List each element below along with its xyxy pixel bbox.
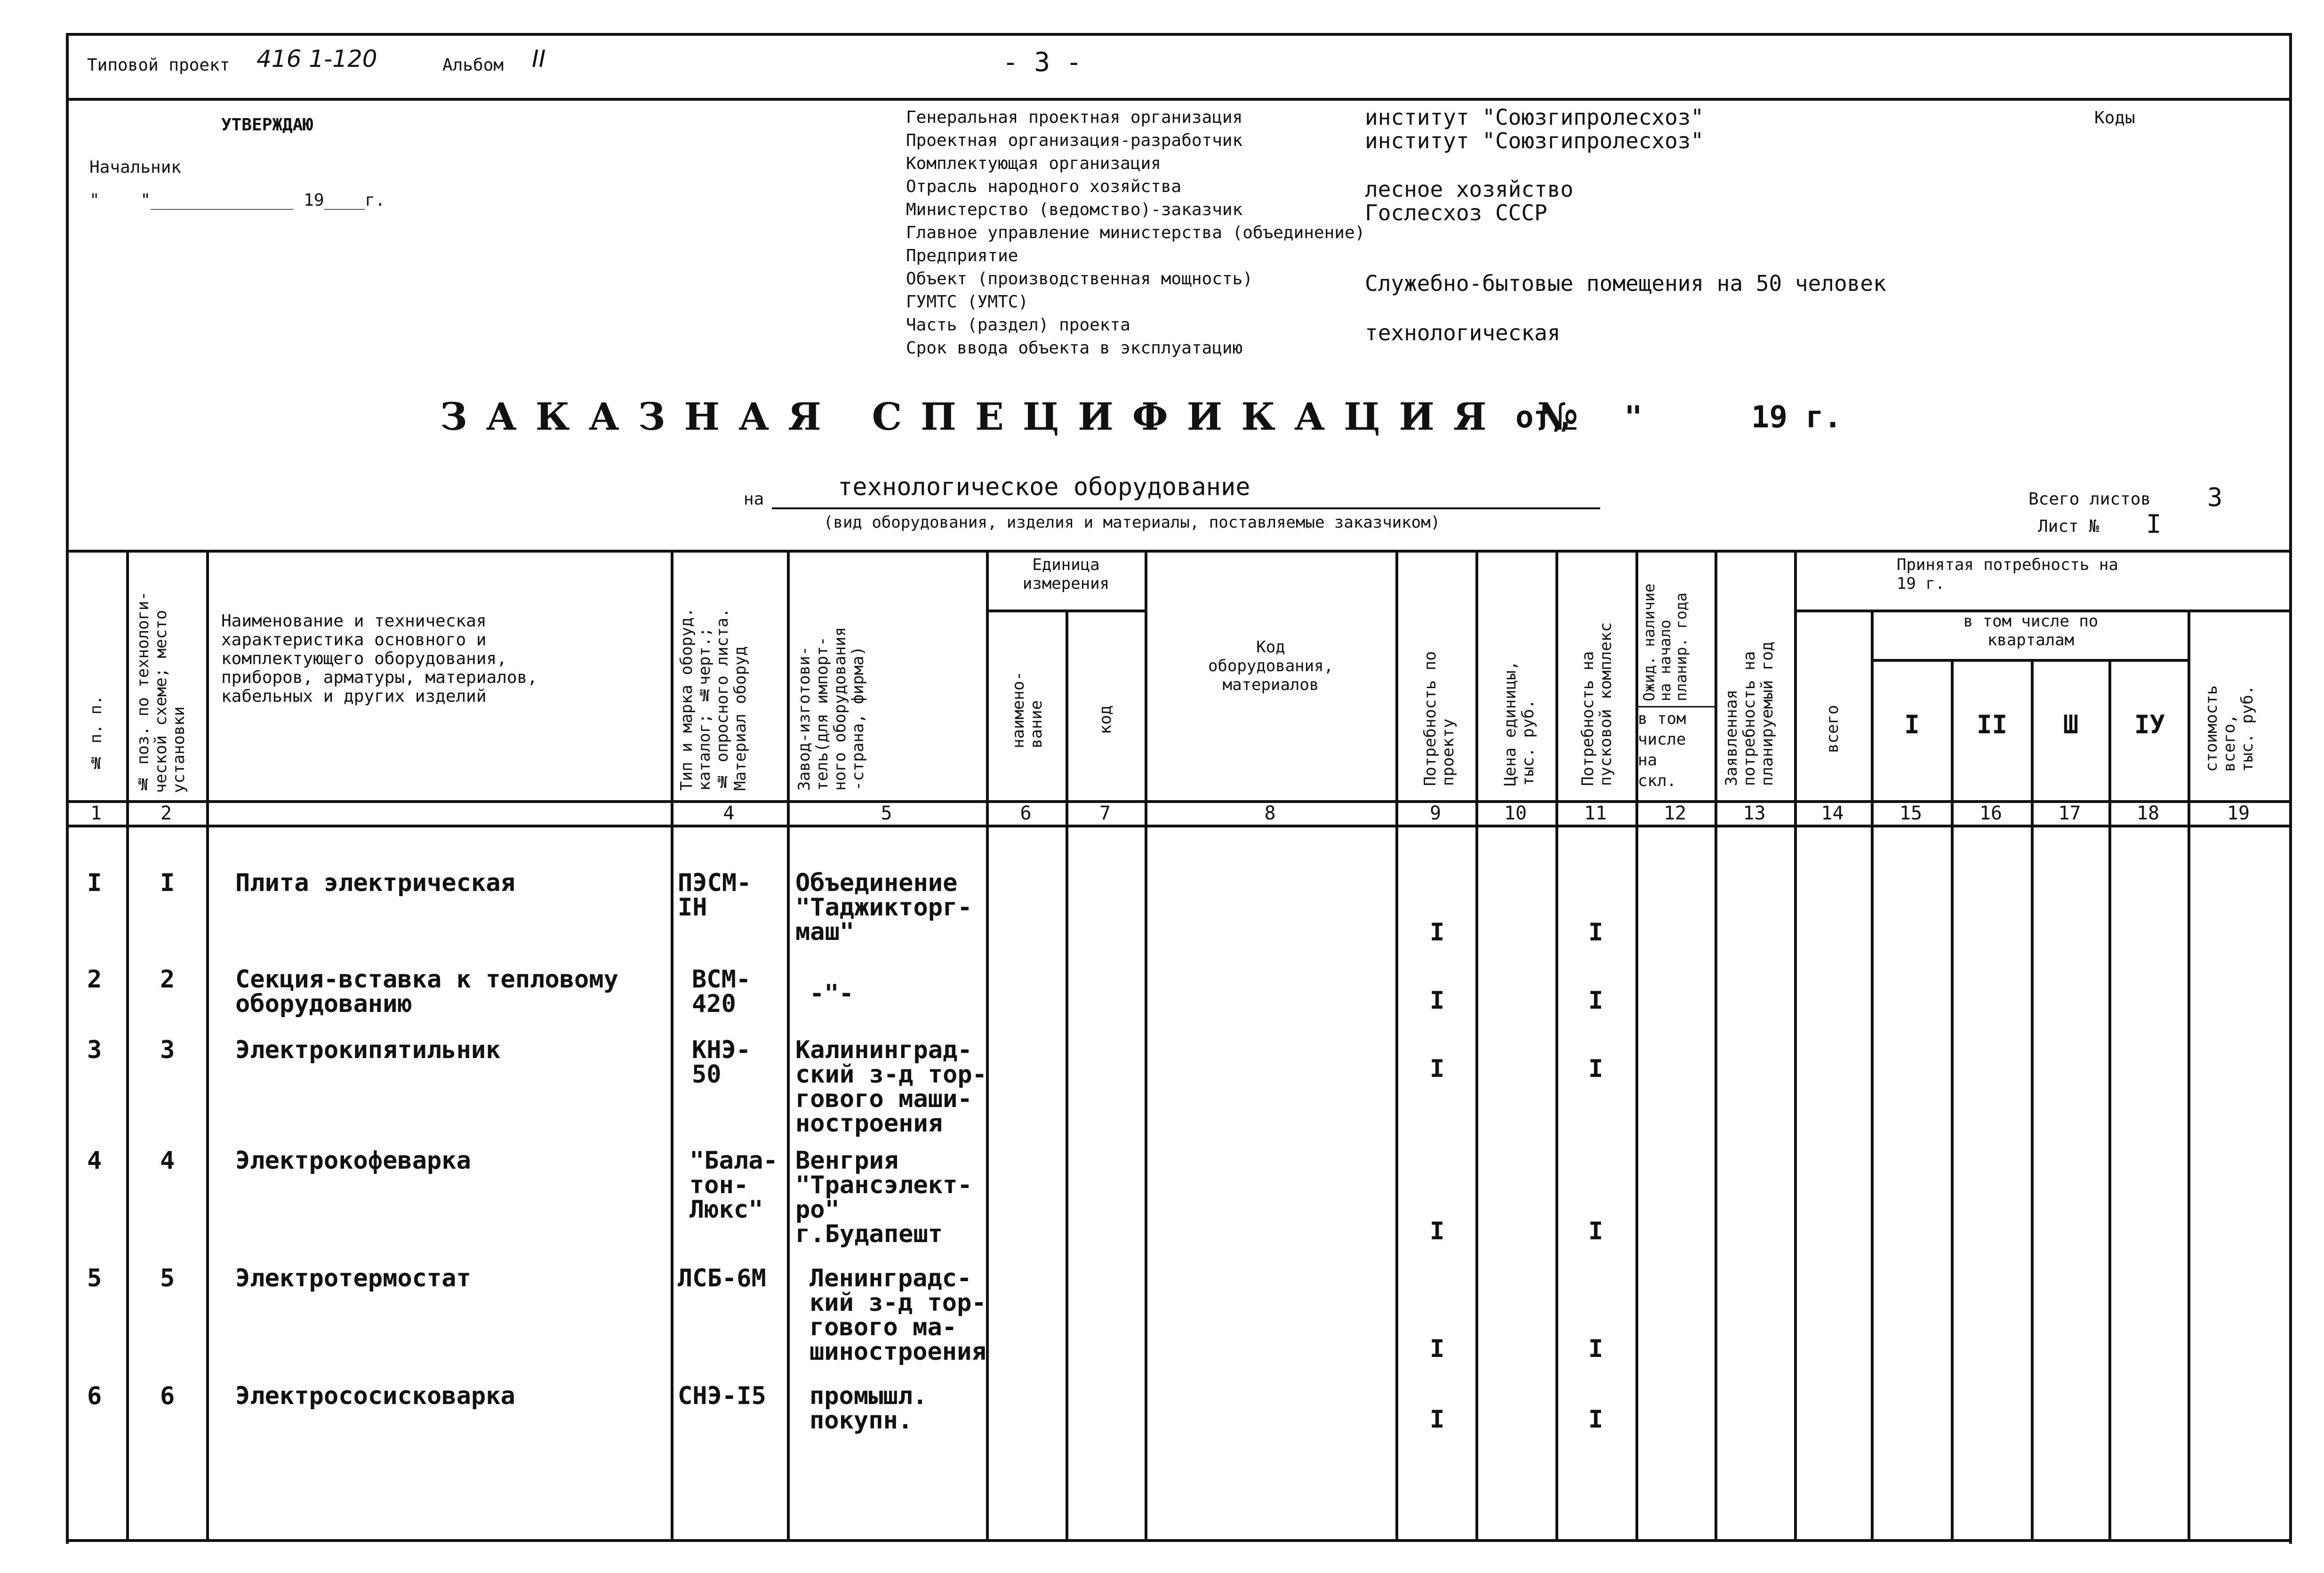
unit-rule — [986, 610, 1147, 612]
header-c3: Наименование и техническая характеристика основного и комплектующего оборудования, приборов, арматуры, материалов, кабельных и других изделий — [221, 611, 537, 706]
org-label: Отрасль народного хозяйства — [906, 177, 1182, 196]
header-c8: Код оборудования, материалов — [1208, 638, 1334, 694]
table-row-1-maker: Объединение "Таджикторг- маш" — [795, 869, 972, 946]
table-row-3-need: I — [1430, 1055, 1445, 1083]
org-general-value: институт "Союзгипролесхоз" — [1365, 104, 1704, 130]
sheet-number: I — [2146, 509, 2162, 539]
org-label: Проектная организация-разработчик — [906, 131, 1243, 150]
header-c13: Заявленная потребность на планируемый год — [1722, 641, 1777, 786]
project-label: Типовой проект — [87, 56, 230, 75]
table-row-4-pos: 4 — [160, 1147, 175, 1175]
table-row-3-pos: 3 — [160, 1036, 175, 1064]
table-row-2-need: I — [1430, 987, 1445, 1015]
col-number: 7 — [1099, 803, 1111, 824]
header-accepted: Принятая потребность на 19 г. — [1897, 555, 2118, 593]
table-row-5-maker: Ленинградс- кий з-д тор- гового ма- шиностроения — [809, 1264, 986, 1366]
org-label: Объект (производственная мощность) — [906, 269, 1253, 289]
table-row-6-start: I — [1588, 1405, 1603, 1434]
approve-date: " "______________ 19____г. — [89, 191, 385, 210]
col-number: 6 — [1020, 803, 1032, 824]
left-border — [66, 33, 69, 1544]
table-row-6-type: СНЭ-I5 — [678, 1382, 766, 1410]
table-row-2-pos: 2 — [160, 965, 175, 994]
org-developer-value: институт "Союзгипролесхоз" — [1365, 128, 1704, 153]
table-row-5-n: 5 — [87, 1264, 102, 1292]
table-row-6-name: Электрососисковарка — [235, 1382, 515, 1410]
col-number: 5 — [881, 803, 892, 824]
header-c10: Цена единицы, тыс. руб. — [1501, 660, 1538, 786]
col-number: 19 — [2227, 803, 2250, 824]
col-number: 8 — [1264, 803, 1276, 824]
table-row-4-n: 4 — [87, 1147, 102, 1175]
table-row-3-type: КНЭ- 50 — [692, 1036, 751, 1089]
table-row-2-start: I — [1588, 987, 1603, 1015]
sheets-total-value: 3 — [2207, 482, 2223, 512]
spec-type-note: (вид оборудования, изделия и материалы, поставляемые заказчиком) — [824, 513, 1441, 532]
table-row-2-n: 2 — [87, 965, 102, 994]
table-row-6-need: I — [1430, 1405, 1445, 1434]
table-row-1-type: ПЭСМ- IН — [678, 869, 752, 922]
org-label: Главное управление министерства (объединение) — [906, 223, 1365, 242]
spec-date: от„ " 19 г. — [1515, 400, 1842, 435]
spec-equipment-type: технологическое оборудование — [838, 473, 1250, 501]
table-row-4-name: Электрокофеварка — [235, 1147, 471, 1175]
col-line — [2031, 659, 2034, 1539]
spec-on-label: на — [744, 490, 764, 509]
header-c19: стоимость всего, тыс. руб. — [2202, 685, 2257, 772]
col-number: 16 — [1979, 803, 2003, 824]
table-row-6-maker: промышл. покупн. — [809, 1382, 928, 1435]
col-number: 1 — [90, 803, 102, 824]
org-label: Министерство (ведомство)-заказчик — [906, 200, 1243, 219]
col-number: 14 — [1821, 803, 1844, 824]
header-q2: II — [1976, 710, 2008, 739]
col-line — [787, 550, 790, 1539]
table-row-1-name: Плита электрическая — [235, 869, 515, 897]
table-row-4-need: I — [1430, 1217, 1445, 1245]
col-number: 9 — [1429, 803, 1442, 824]
org-object-value: Служебно-бытовые помещения на 50 человек — [1365, 271, 1886, 296]
table-row-2-type: ВСМ- 420 — [692, 965, 751, 1018]
album-number: II — [532, 45, 546, 72]
col-line — [1794, 550, 1797, 1539]
org-part-value: технологическая — [1365, 320, 1561, 345]
col-number: 10 — [1504, 803, 1527, 824]
top-border — [66, 33, 2292, 36]
col-line — [1145, 550, 1147, 1539]
table-row-1-n: I — [87, 869, 102, 897]
table-top-rule — [66, 550, 2292, 553]
quarters-rule — [1871, 659, 2190, 662]
header-quarters: в том числе по кварталам — [1963, 612, 2099, 650]
table-row-4-type: "Бала- тон- Люкс" — [689, 1147, 778, 1224]
table-row-5-name: Электротермостат — [235, 1264, 471, 1292]
table-row-6-n: 6 — [87, 1382, 102, 1410]
col-line — [1066, 610, 1068, 1539]
header-c12: Ожид. наличие на начало планир. года — [1640, 583, 1690, 701]
col-number: 15 — [1899, 803, 1923, 824]
header-q3: Ш — [2063, 710, 2079, 739]
header-q4: IУ — [2134, 710, 2165, 739]
table-row-4-start: I — [1588, 1217, 1603, 1245]
col-number: 4 — [723, 803, 735, 824]
org-label: ГУМТС (УМТС) — [906, 292, 1029, 312]
col-number-bottom-rule — [66, 825, 2292, 827]
header-c11: Потребность на пусковой комплекс — [1579, 622, 1615, 786]
header-q1: I — [1904, 710, 1920, 739]
codes-label: Коды — [2094, 108, 2135, 128]
org-ministry-value: Гослесхоз СССР — [1365, 200, 1547, 225]
col-line — [671, 550, 673, 1539]
header-c7: код — [1096, 705, 1115, 734]
col-number: 13 — [1743, 803, 1766, 824]
header-rule — [66, 98, 2292, 101]
spec-title: ЗАКАЗНАЯ СПЕЦИФИКАЦИЯ № — [440, 394, 1597, 439]
org-label: Предприятие — [906, 246, 1018, 265]
approve-chief: Начальник — [89, 158, 182, 177]
sheets-total-label: Всего листов — [2028, 490, 2151, 509]
header-c4: Тип и марка оборуд. каталог; №черт.; № опросного листа. Материал оборуд — [677, 608, 750, 791]
col-number: 2 — [160, 803, 172, 824]
table-row-6-pos: 6 — [160, 1382, 175, 1410]
sheet-label: Лист № — [2038, 517, 2100, 536]
header-c9: Потребность по проекту — [1421, 651, 1458, 786]
col-line — [1951, 659, 1954, 1539]
table-row-4-maker: Венгрия "Трансэлект- ро" г.Будапешт — [795, 1147, 972, 1248]
col-line — [126, 550, 129, 1539]
table-row-2-maker: -"- — [809, 979, 854, 1008]
header-unit: Единица измерения — [1022, 555, 1110, 593]
table-row-5-start: I — [1588, 1335, 1603, 1363]
col-line — [1715, 550, 1717, 1539]
table-row-1-pos: I — [160, 869, 175, 897]
col-line — [2188, 612, 2190, 1539]
table-row-3-start: I — [1588, 1055, 1603, 1083]
header-c14: всего — [1823, 705, 1842, 753]
org-label: Комплектующая организация — [906, 154, 1161, 173]
org-labels — [906, 106, 1365, 360]
table-row-5-type: ЛСБ-6М — [678, 1264, 766, 1292]
table-row-2-name: Секция-вставка к тепловому оборудованию — [235, 965, 618, 1018]
col-line — [1635, 550, 1638, 1539]
col-line — [1555, 550, 1558, 1539]
org-label: Срок ввода объекта в эксплуатацию — [906, 338, 1243, 358]
header-c2: № поз. по технологи- ческой схеме; место установки — [134, 591, 188, 793]
stock-rule — [1635, 706, 1717, 707]
col-number: 12 — [1663, 803, 1687, 824]
project-number: 416 1-120 — [256, 45, 377, 72]
approve-title: УТВЕРЖДАЮ — [221, 115, 313, 135]
col-number: 11 — [1584, 803, 1607, 824]
col-line — [206, 550, 209, 1539]
col-number: 17 — [2058, 803, 2081, 824]
col-line — [1871, 612, 1874, 1539]
table-row-3-name: Электрокипятильник — [235, 1036, 501, 1064]
album-label: Альбом — [442, 56, 504, 75]
col-number: 18 — [2136, 803, 2160, 824]
table-row-3-n: 3 — [87, 1036, 102, 1064]
header-c12-stock: в том числе на скл. — [1638, 709, 1686, 790]
col-line — [1475, 550, 1478, 1539]
org-label: Генеральная проектная организация — [906, 108, 1243, 127]
col-line — [2108, 659, 2111, 1539]
header-c6: наимено- вание — [1009, 671, 1046, 748]
header-c5: Завод-изготови- тель(для импорт- ного оборудования -страна, фирма) — [795, 627, 867, 791]
right-border — [2289, 33, 2292, 1544]
header-c1: № п. п. — [87, 695, 105, 772]
table-row-3-maker: Калининград- ский з-д тор- гового маши- ностроения — [795, 1036, 987, 1138]
col-line — [1395, 550, 1398, 1539]
org-label: Часть (раздел) проекта — [906, 315, 1130, 335]
bottom-border — [66, 1539, 2292, 1542]
page-number: - 3 - — [1002, 47, 1082, 78]
type-underline — [772, 507, 1600, 509]
table-row-1-need: I — [1430, 918, 1445, 947]
table-row-5-pos: 5 — [160, 1264, 175, 1292]
table-row-1-start: I — [1588, 918, 1603, 947]
org-industry-value: лесное хозяйство — [1365, 177, 1574, 202]
table-row-5-need: I — [1430, 1335, 1445, 1363]
